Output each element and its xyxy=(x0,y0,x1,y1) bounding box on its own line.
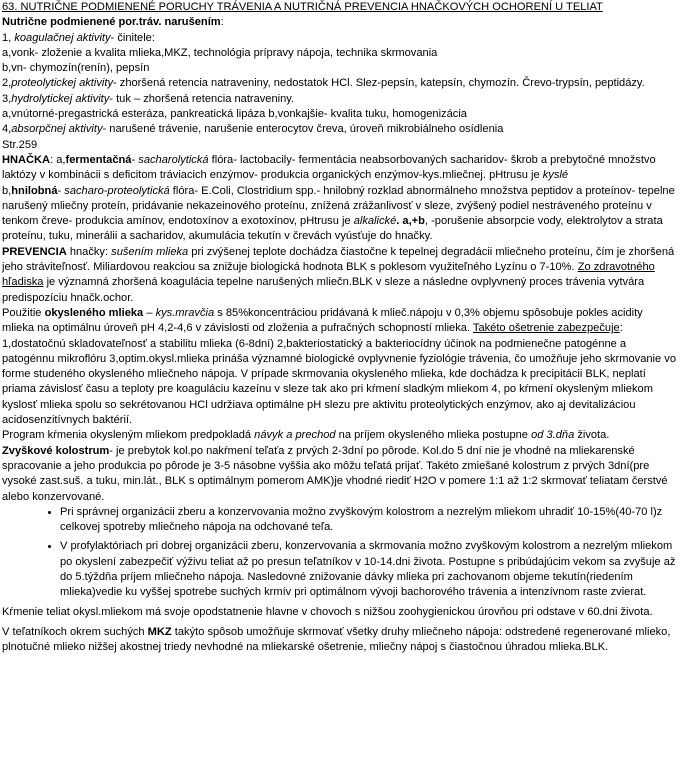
text-run: Program kŕmenia okysleným mliekom predpokladá xyxy=(2,429,255,442)
term-susenim: sušením mlieka xyxy=(111,245,189,258)
list-item-proteolyticka xyxy=(2,76,676,91)
text-run: života. xyxy=(574,429,610,442)
paragraph-krmenie: Kŕmenie teliat okysl.mliekom má svoje opodstatnenie hlavne v chovoch s nižšou zoohygienickou úrovňou pri odstave v 60.dni života. xyxy=(2,605,653,618)
list-text: - zhoršená retencia natraveniny, nedostatok HCl. Slez-pepsín, katepsín, chymozín. Črevo-trypsín, peptidázy. xyxy=(113,77,645,90)
text-run: pri zvýšenej teplote dochádza čiastočne k tepelnej degradácii mliečneho proteínu, čím je zhoršená jeho stráviteľnosť. Miliardovou reakciou sa znižuje biologická hodnota BLK s poklesom využiteľného Lyzínu o 7-10%. xyxy=(2,245,675,274)
term-takto-osetrenie: Takéto ošetrenie zabezpečuje xyxy=(472,322,620,335)
term-okyslene-mlieko: okysleného mlieka xyxy=(44,306,144,319)
text-run: , -porušenie absorpcie vody, elektrolytov a strata proteínu, tuku, minerálii a sacharidov, akumulácia tekutín v črevách vyúsťuje do hnačky. xyxy=(2,215,663,243)
section-heading xyxy=(2,15,676,30)
term-zdravotne: Zo zdravotného hľadiska xyxy=(2,261,655,289)
term-hnilobna: hnilobná xyxy=(11,184,58,197)
list-num: 1, xyxy=(2,31,15,44)
list-item: • V profylaktóriach pri dobrej organizácii zberu, konzervovania a skrmovania možno zvyškovým kolostrom a nezrelým mliekom po okyslení zabezpečiť výživu teliat až po presun teľatníkov v 10-14.dni života. Postupne s pribúdajúcim vekom sa zvyšuje až do 5.týždňa príjem mliečneho nápoja. Nasledovné znižovanie dávky mlieka pri zachovanom objeme tekutín(riedením mlieka)vedie ku vyššej spotrebe suchých krmív pri optimálnom vývoji bachorového trávenia a intenzívnom raste zvierat. xyxy=(60,539,676,600)
list-num: 3, xyxy=(2,92,12,105)
text-run: Použitie xyxy=(2,306,45,319)
document-title: 63. NUTRIČNE PODMIENENÉ PORUCHY TRÁVENIA A NUTRIČNÁ PREVENCIA HNAČKOVÝCH OCHORENÍ U TELIAT xyxy=(2,1,603,13)
term-od-3-dna: od 3.dňa xyxy=(531,429,575,442)
list-subitem: a,vonk- zloženie a kvalita mlieka,MKZ, technológia prípravy nápoja, technika skrmovania xyxy=(2,46,438,59)
text-run: : 1,dostatočnú skladovateľnosť a stabilitu mlieka (6-8dní) 2,bakteriostatický a bakteriocídny účinok na podmienečne patogénne a patogénnu mikroflóru 3,optim.okysl.mlieka prináša významné biologické ovplyvnenie fyziológie trávenia, čo umožňuje jeho skrmovanie vo forme studeného okysleného mliečneho nápoja. V prípade skrmovania okysleného mlieka, kde dochádza k precipitácii BLK, neplatí priama závislosť času a teploty pre koaguláciu kazeínu v sleze tak ako pri kŕmení sladkým mliekom 4, po kŕmení okysleným mliekom kyslosť mlieka spolu so sekrétovanou HCl udržiava optimálne pH slezu pre aktivitu proteolytických enzýmov, ako aj devitalizáciou acidosenzitívnych baktérií. xyxy=(2,322,676,427)
list-item-koagulacna xyxy=(2,31,676,46)
text-run: flóra- lactobacily- fermentácia neabsorbovaných sacharidov- škrob a prebytočné množstvo laktózy v kombinácii s deficitom tráviacich enzýmov- produkcia organických enzýmov-kys.mliečnej. pHtrusu je xyxy=(2,153,656,182)
text-run: V teľatníkoch okrem suchých xyxy=(2,625,148,638)
hnacka-label: HNAČKA xyxy=(2,153,51,166)
paragraph-final xyxy=(2,625,676,656)
bullet-list xyxy=(2,505,676,601)
term-kolostrum: Zvyškové kolostrum xyxy=(2,444,110,457)
list-term: absorpčnej aktivity xyxy=(11,123,103,136)
paragraph-hnacka xyxy=(2,153,676,245)
text-run: s 85%koncentráciou pridávaná k mlieč.nápoju v 0,3% objemu spôsobuje pokles acidity mlieka na optimálnu úroveň pH 4,2-4,6 v závislosti od zloženia a pufračných schopností mlieka. xyxy=(2,306,643,335)
page-reference: Str.259 xyxy=(2,138,38,151)
text-run: na príjem okysleného mlieka postupne xyxy=(335,429,532,442)
list-subitem: a,vnútorné-pregastrická esteráza, pankreatická lipáza b,vonkajšie- kvalita tuku, homogenizácia xyxy=(2,108,467,121)
term-alkalicke: alkalické xyxy=(353,215,397,228)
paragraph-okyslene-mlieko xyxy=(2,306,676,428)
text-run: - xyxy=(57,184,65,197)
paragraph-kolostrum xyxy=(2,444,676,505)
text-run: : a, xyxy=(50,153,66,166)
list-term: koagulačnej aktivity xyxy=(14,31,111,44)
text-run: b, xyxy=(2,184,12,197)
term-mkz: MKZ xyxy=(147,625,172,638)
term-kysle: kyslé xyxy=(542,169,568,182)
list-term: proteolytickej aktivity xyxy=(11,77,113,90)
paragraph-prevencia xyxy=(2,245,676,306)
text-run: takýto spôsob umožňuje skrmovať všetky druhy mliečneho nápoja: odstredené regenerované mlieko, plnotučné mlieko nižšej akostnej triedy nevhodné na mliekarské ošetrenie, mliečny nápoj s čiastočnou úhradou mlieka.BLK. xyxy=(2,625,671,654)
list-item-absorpcna xyxy=(2,122,676,137)
prevencia-label: PREVENCIA xyxy=(2,245,67,258)
text-run: - xyxy=(131,153,139,166)
list-item: • Pri správnej organizácii zberu a konzervovania možno zvyškovým kolostrom a nezrelým mliekom uhradiť 10-15%(40-70 l)z celkovej spotreby mliečneho nápoja na odchované teľa. xyxy=(60,505,676,536)
text-run: – xyxy=(143,306,156,319)
paragraph-program xyxy=(2,428,676,443)
list-num: 2, xyxy=(2,77,12,90)
list-text: - narušené trávenie, narušenie enterocytov čreva, úroveň mikrobiálneho osídlenia xyxy=(102,123,504,136)
term-kys-mravcia: kys.mravčia xyxy=(155,306,215,319)
list-subitem: b,vn- chymozín(renín), pepsín xyxy=(2,62,150,75)
text-run: hnačky: xyxy=(66,245,112,258)
list-num: 4, xyxy=(2,123,12,136)
term-sacharolyticka: sacharolytická xyxy=(138,153,209,166)
term-fermentacna: fermentačná xyxy=(65,153,132,166)
text-run: je významná zhoršená koagulácia tepelne narušených mliečn.BLK v sleze a následne ovplyvnený proces trávenia vytvára predispozíciu hnačk.ochor. xyxy=(2,276,645,304)
heading-bold: Nutrične podmienené por.tráv. narušením xyxy=(2,16,221,29)
term-ab: . a,+b xyxy=(396,215,425,228)
list-item-hydrolyticka xyxy=(2,92,676,107)
list-text: - činitele: xyxy=(110,31,155,44)
term-navyk: návyk a prechod xyxy=(254,429,336,442)
heading-colon: : xyxy=(220,16,224,29)
text-run: flóra- E.Coli, Clostridium spp.- hnilobný rozklad abnormálneho množstva peptidov a proteínov- tepelne narušený mliečny proteín, pridávanie nekazeinového proteínu, znížená zrážanlivosť v sleze, zvýšený podiel nestráveného proteínu v tenkom čreve- produkcia amínov, endotoxínov a exotoxínov, pHtrusu je xyxy=(2,184,675,228)
list-text: - tuk – zhoršená retencia natraveniny. xyxy=(109,92,295,105)
text-run: - je prebytok kol.po nakŕmení teľaťa z prvých 2-3dní po pôrode. Kol.do 5 dní nie je vhodné na mliekarenské spracovanie a jeho produkcia po pôrode je 3-5 násobne vyššia ako môžu teľatá prijať. Takéto zmiešané kolostrum z prvých 3dní(pre vysoké zast.suš. a tuku, min.lát., BLK s optimálnym pomerom AMK)je vhodné riediť H2O v pomere 1:1 až 1:2 skrmovať teliatam čerstvé alebo konzervované. xyxy=(2,444,668,503)
term-sacharo-proteolyticka: sacharo-proteolytická xyxy=(64,184,170,197)
list-term: hydrolytickej aktivity xyxy=(11,92,110,105)
